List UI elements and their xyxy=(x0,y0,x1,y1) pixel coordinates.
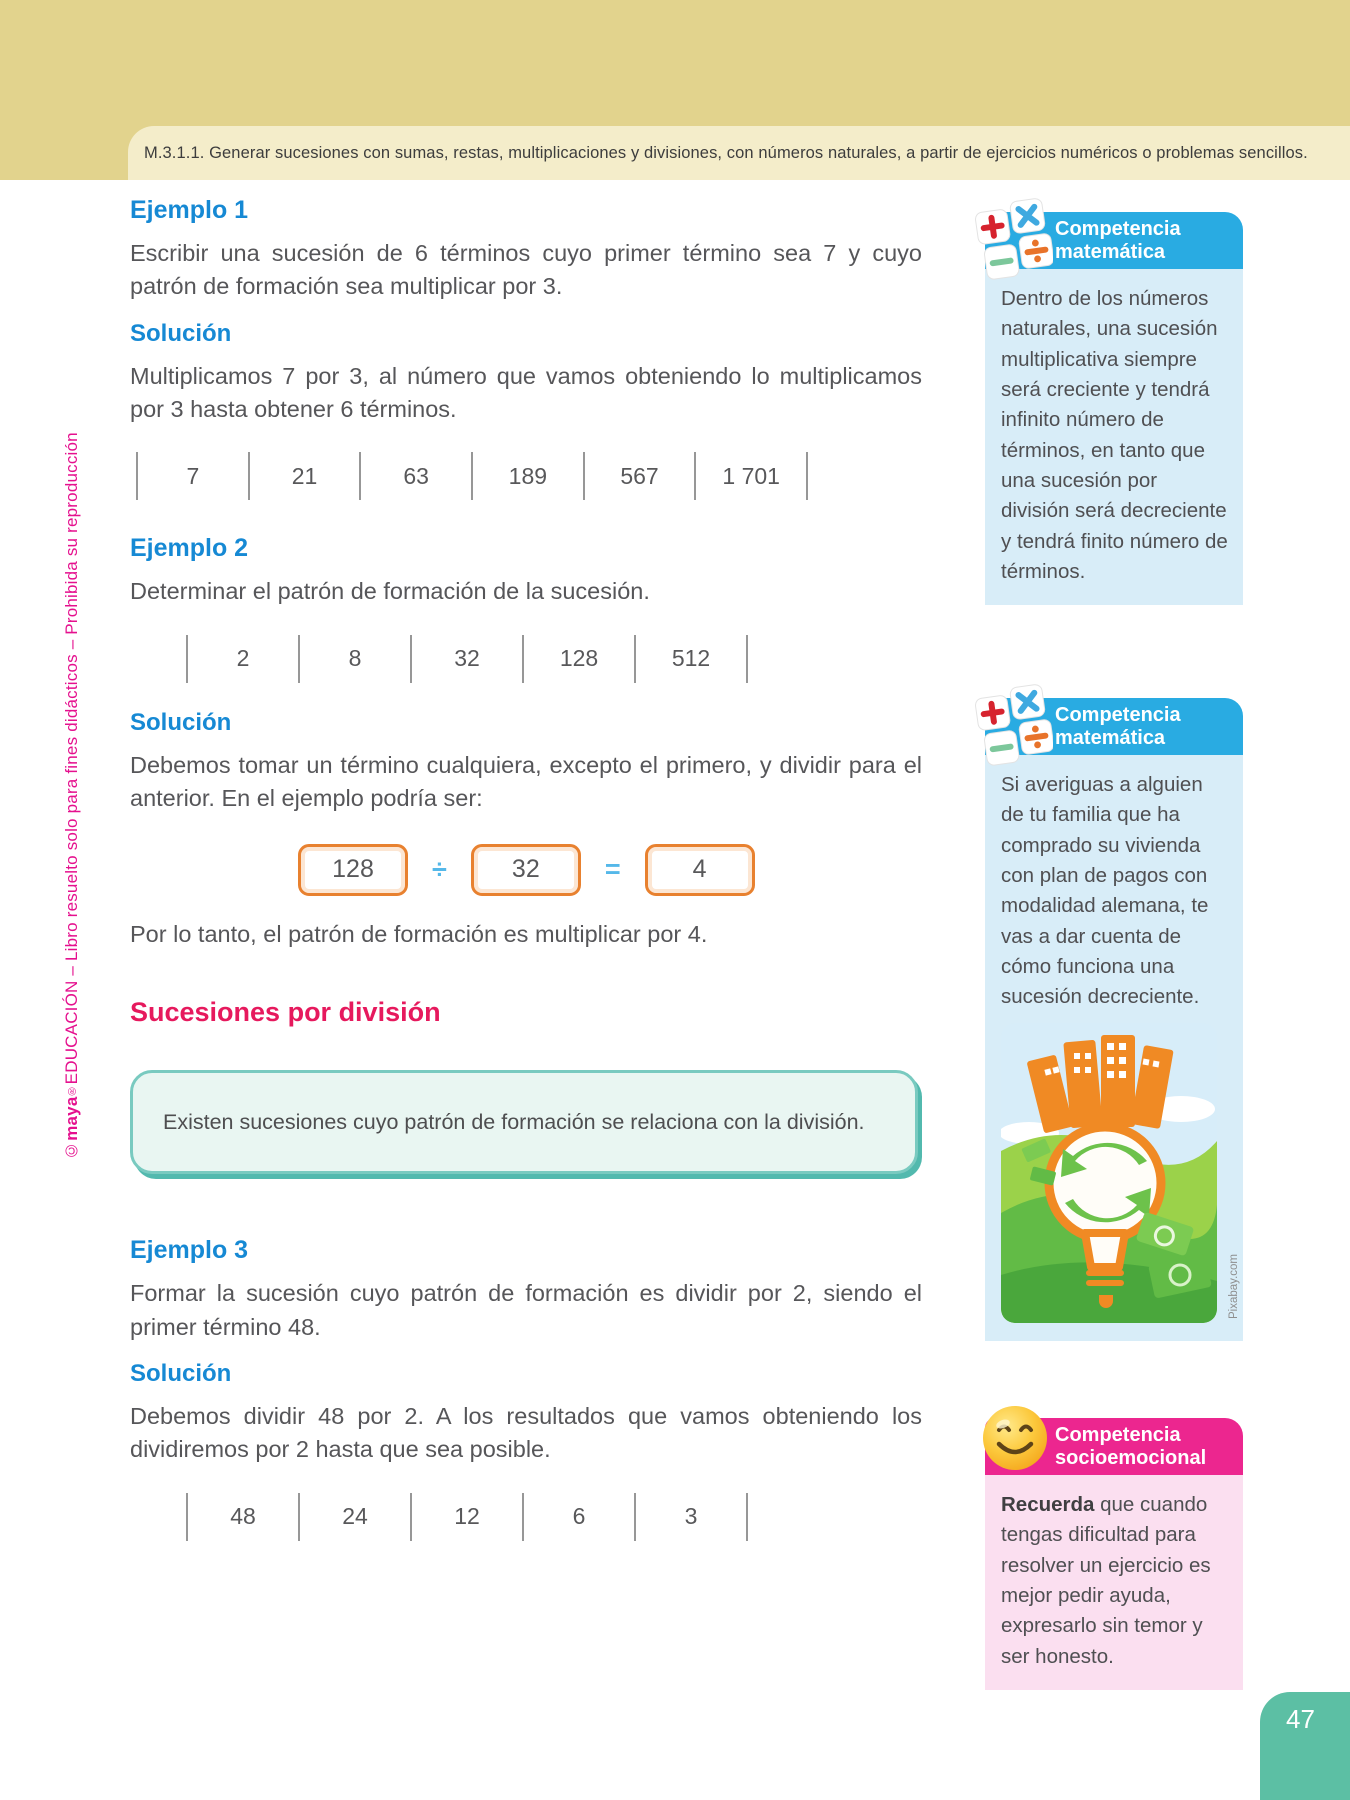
copyright-vertical-text xyxy=(62,415,82,1160)
example2-solution-text: Debemos tomar un término cualquiera, excepto el primero, y dividir para el anterior. En el ejemplo podría ser: xyxy=(130,751,922,812)
example3-solution-label: Solución xyxy=(130,1360,232,1388)
brand-name: maya xyxy=(62,1096,81,1141)
math-competence-box-2 xyxy=(985,698,1243,1341)
page-number-tab xyxy=(1260,1692,1350,1800)
smiley-face-icon xyxy=(979,1402,1051,1479)
math-operations-icon xyxy=(975,198,1053,291)
curriculum-standard-bar xyxy=(128,126,1350,180)
example1-sequence xyxy=(136,452,808,500)
math-competence-body xyxy=(985,755,1243,1341)
sequence-term: 7 xyxy=(136,452,248,500)
math-competence-header xyxy=(985,698,1243,755)
socioemotional-text: que cuando tengas dificultad para resolver un ejercicio es mejor pedir ayuda, expresarlo sin temor y ser honesto. xyxy=(1001,1493,1211,1668)
example1-statement: Escribir una sucesión de 6 términos cuyo primer término sea 7 y cuyo patrón de formación sea multiplicar por 3. xyxy=(130,240,922,300)
sequence-term: 3 xyxy=(634,1493,748,1541)
section-title: Sucesiones por división xyxy=(130,996,441,1027)
equation-divisor-box: 32 xyxy=(471,844,581,896)
image-credit: Pixabay.com xyxy=(1227,1253,1240,1319)
housing-savings-illustration xyxy=(1001,1023,1240,1323)
division-sign: ÷ xyxy=(432,854,447,885)
sequence-term: 189 xyxy=(471,452,583,500)
sequence-term: 32 xyxy=(410,635,522,683)
sequence-term: 63 xyxy=(359,452,471,500)
socioemotional-body xyxy=(985,1475,1243,1690)
sequence-term: 567 xyxy=(583,452,695,500)
main-content-column xyxy=(130,180,922,1541)
sequence-term: 128 xyxy=(522,635,634,683)
competence-title-line1: Competencia xyxy=(1055,218,1181,241)
competence-title-line2: matemática xyxy=(1055,240,1166,263)
socioemotional-text-bold: Recuerda xyxy=(1001,1493,1095,1516)
example1-solution-label: Solución xyxy=(130,319,232,347)
copyright-notice: EDUCACIÓN – Libro resuelto solo para fines didácticos – Prohibida su reproducción xyxy=(62,432,81,1085)
equation-dividend-box: 128 xyxy=(298,844,408,896)
equals-sign: = xyxy=(604,854,621,885)
copyright-symbol: © xyxy=(62,1140,81,1160)
socioemotional-header xyxy=(985,1418,1243,1475)
page-number: 47 xyxy=(1286,1704,1315,1734)
sequence-term: 512 xyxy=(634,635,748,683)
competence-title-line2: matemática xyxy=(1055,726,1166,749)
example2-conclusion: Por lo tanto, el patrón de formación es multiplicar por 4. xyxy=(130,920,708,947)
math-competence-header xyxy=(985,212,1243,269)
example2-solution-label: Solución xyxy=(130,708,232,736)
math-operations-icon xyxy=(975,684,1053,777)
competence-title-line1: Competencia xyxy=(1055,704,1181,727)
sequence-term: 24 xyxy=(298,1493,410,1541)
sequence-term: 12 xyxy=(410,1493,522,1541)
example2-statement: Determinar el patrón de formación de la sucesión. xyxy=(130,578,650,605)
math-competence-text: Si averiguas a alguien de tu familia que ha comprado su vivienda con plan de pagos con modalidad alemana, te vas a dar cuenta de cómo funciona una sucesión decreciente. xyxy=(1001,773,1209,1009)
division-equation xyxy=(298,844,922,896)
math-competence-body: Dentro de los números naturales, una sucesión multiplicativa siempre será creciente y tendrá infinito número de términos, en tanto que una sucesión por división será decreciente y tendrá finito número de términos. xyxy=(985,269,1243,605)
example1-title: Ejemplo 1 xyxy=(130,196,249,224)
example2-title: Ejemplo 2 xyxy=(130,534,249,563)
sequence-term: 1 701 xyxy=(694,452,808,500)
competence-title-line1: Competencia xyxy=(1055,1424,1181,1447)
curriculum-standard-text: M.3.1.1. Generar sucesiones con sumas, restas, multiplicaciones y divisiones, con números naturales, a partir de ejercicios numéricos o problemas sencillos. xyxy=(144,143,1308,162)
example3-title: Ejemplo 3 xyxy=(130,1236,249,1265)
sequence-term: 2 xyxy=(186,635,298,683)
registered-symbol: ® xyxy=(66,1084,78,1097)
example3-solution-text: Debemos dividir 48 por 2. A los resultados que vamos obteniendo los dividiremos por 2 hasta que sea posible. xyxy=(130,1403,922,1463)
example3-statement: Formar la sucesión cuyo patrón de formación es dividir por 2, siendo el primer término 48. xyxy=(130,1280,922,1340)
example2-sequence xyxy=(186,635,748,683)
socioemotional-competence-box xyxy=(985,1418,1243,1690)
definition-callout xyxy=(130,1070,918,1175)
example1-solution-text: Multiplicamos 7 por 3, al número que vamos obteniendo lo multiplicamos por 3 hasta obtener 6 términos. xyxy=(130,362,922,423)
equation-quotient-box: 4 xyxy=(645,844,755,896)
math-competence-box-1 xyxy=(985,212,1243,605)
sequence-term: 21 xyxy=(248,452,360,500)
example3-sequence xyxy=(186,1493,748,1541)
competence-title-line2: socioemocional xyxy=(1055,1446,1207,1469)
sequence-term: 6 xyxy=(522,1493,634,1541)
sequence-term: 48 xyxy=(186,1493,298,1541)
sequence-term: 8 xyxy=(298,635,410,683)
definition-callout-text: Existen sucesiones cuyo patrón de formación se relaciona con la división. xyxy=(163,1109,865,1134)
